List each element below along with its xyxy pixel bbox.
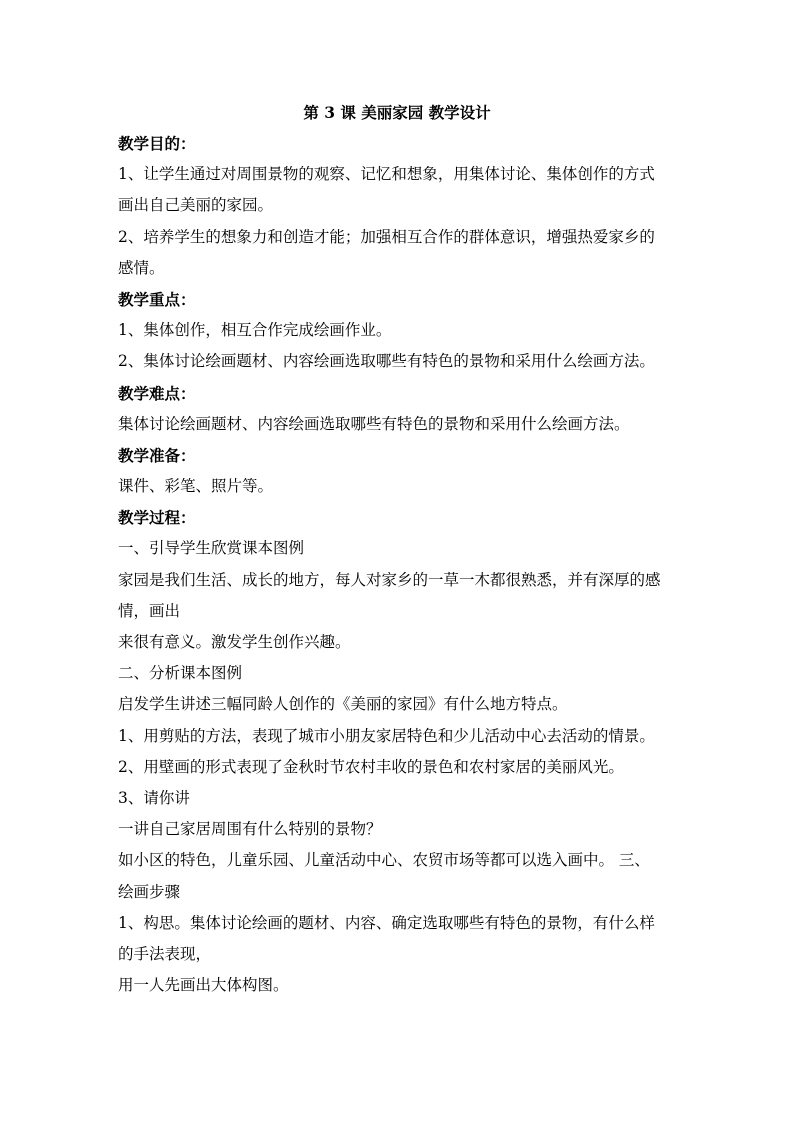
paragraph-line: 来很有意义。激发学生创作兴趣。 bbox=[118, 633, 351, 651]
paragraph-line: 二、分析课本图例 bbox=[118, 664, 243, 683]
paragraph-line: 画出自己美丽的家园。 bbox=[118, 196, 274, 215]
document-title: 第 3 课 美丽家园 教学设计 bbox=[303, 103, 491, 122]
paragraph-line: 2、集体讨论绘画题材、内容绘画选取哪些有特色的景物和采用什么绘画方法。 bbox=[118, 352, 655, 371]
document-body bbox=[118, 128, 680, 1001]
paragraph-line: 一讲自己家居周围有什么特别的景物？ bbox=[118, 820, 382, 839]
paragraph-line: 1、用剪贴的方法，表现了城市小朋友家居特色和少儿活动中心去活动的情景。 bbox=[118, 726, 655, 745]
section-heading: 教学重点： bbox=[118, 289, 196, 309]
section-heading: 教学目的： bbox=[118, 134, 196, 153]
paragraph-line: 课件、彩笔、照片等。 bbox=[118, 477, 274, 496]
paragraph-line: 集体讨论绘画题材、内容绘画选取哪些有特色的景物和采用什么绘画方法。 bbox=[118, 414, 630, 433]
paragraph-line: 感情。 bbox=[118, 258, 165, 277]
section-heading: 教学准备： bbox=[118, 445, 196, 465]
paragraph-line: 一、引导学生欣赏课本图例 bbox=[118, 539, 305, 558]
section-heading: 教学难点： bbox=[118, 383, 196, 403]
paragraph-line: 2、培养学生的想象力和创造才能；加强相互合作的群体意识，增强热爱家乡的 bbox=[118, 227, 655, 246]
paragraph-line: 用一人先画出大体构图。 bbox=[118, 976, 289, 995]
paragraph-line: 的手法表现， bbox=[118, 944, 212, 963]
section-heading: 教学过程： bbox=[118, 508, 196, 528]
paragraph-line: 启发学生讲述三幅同龄人创作的《美丽的家园》有什么地方特点。 bbox=[118, 695, 568, 714]
paragraph-line: 3、请你讲 bbox=[118, 788, 190, 807]
paragraph-line: 绘画步骤 bbox=[118, 882, 181, 901]
paragraph-line: 1、让学生通过对周围景物的观察、记忆和想象，用集体讨论、集体创作的方式 bbox=[118, 165, 655, 184]
paragraph-line: 情，画出 bbox=[118, 601, 181, 620]
paragraph-line: 1、构思。集体讨论绘画的题材、内容、确定选取哪些有特色的景物，有什么样 bbox=[118, 913, 655, 932]
paragraph-line: 2、用壁画的形式表现了金秋时节农村丰收的景色和农村家居的美丽风光。 bbox=[118, 757, 624, 776]
paragraph-line: 如小区的特色，儿童乐园、儿童活动中心、农贸市场等都可以选入画中。 三、 bbox=[118, 851, 650, 870]
paragraph-line: 家园是我们生活、成长的地方，每人对家乡的一草一木都很熟悉，并有深厚的感 bbox=[118, 570, 661, 589]
paragraph-line: 1、集体创作，相互合作完成绘画作业。 bbox=[118, 321, 392, 340]
